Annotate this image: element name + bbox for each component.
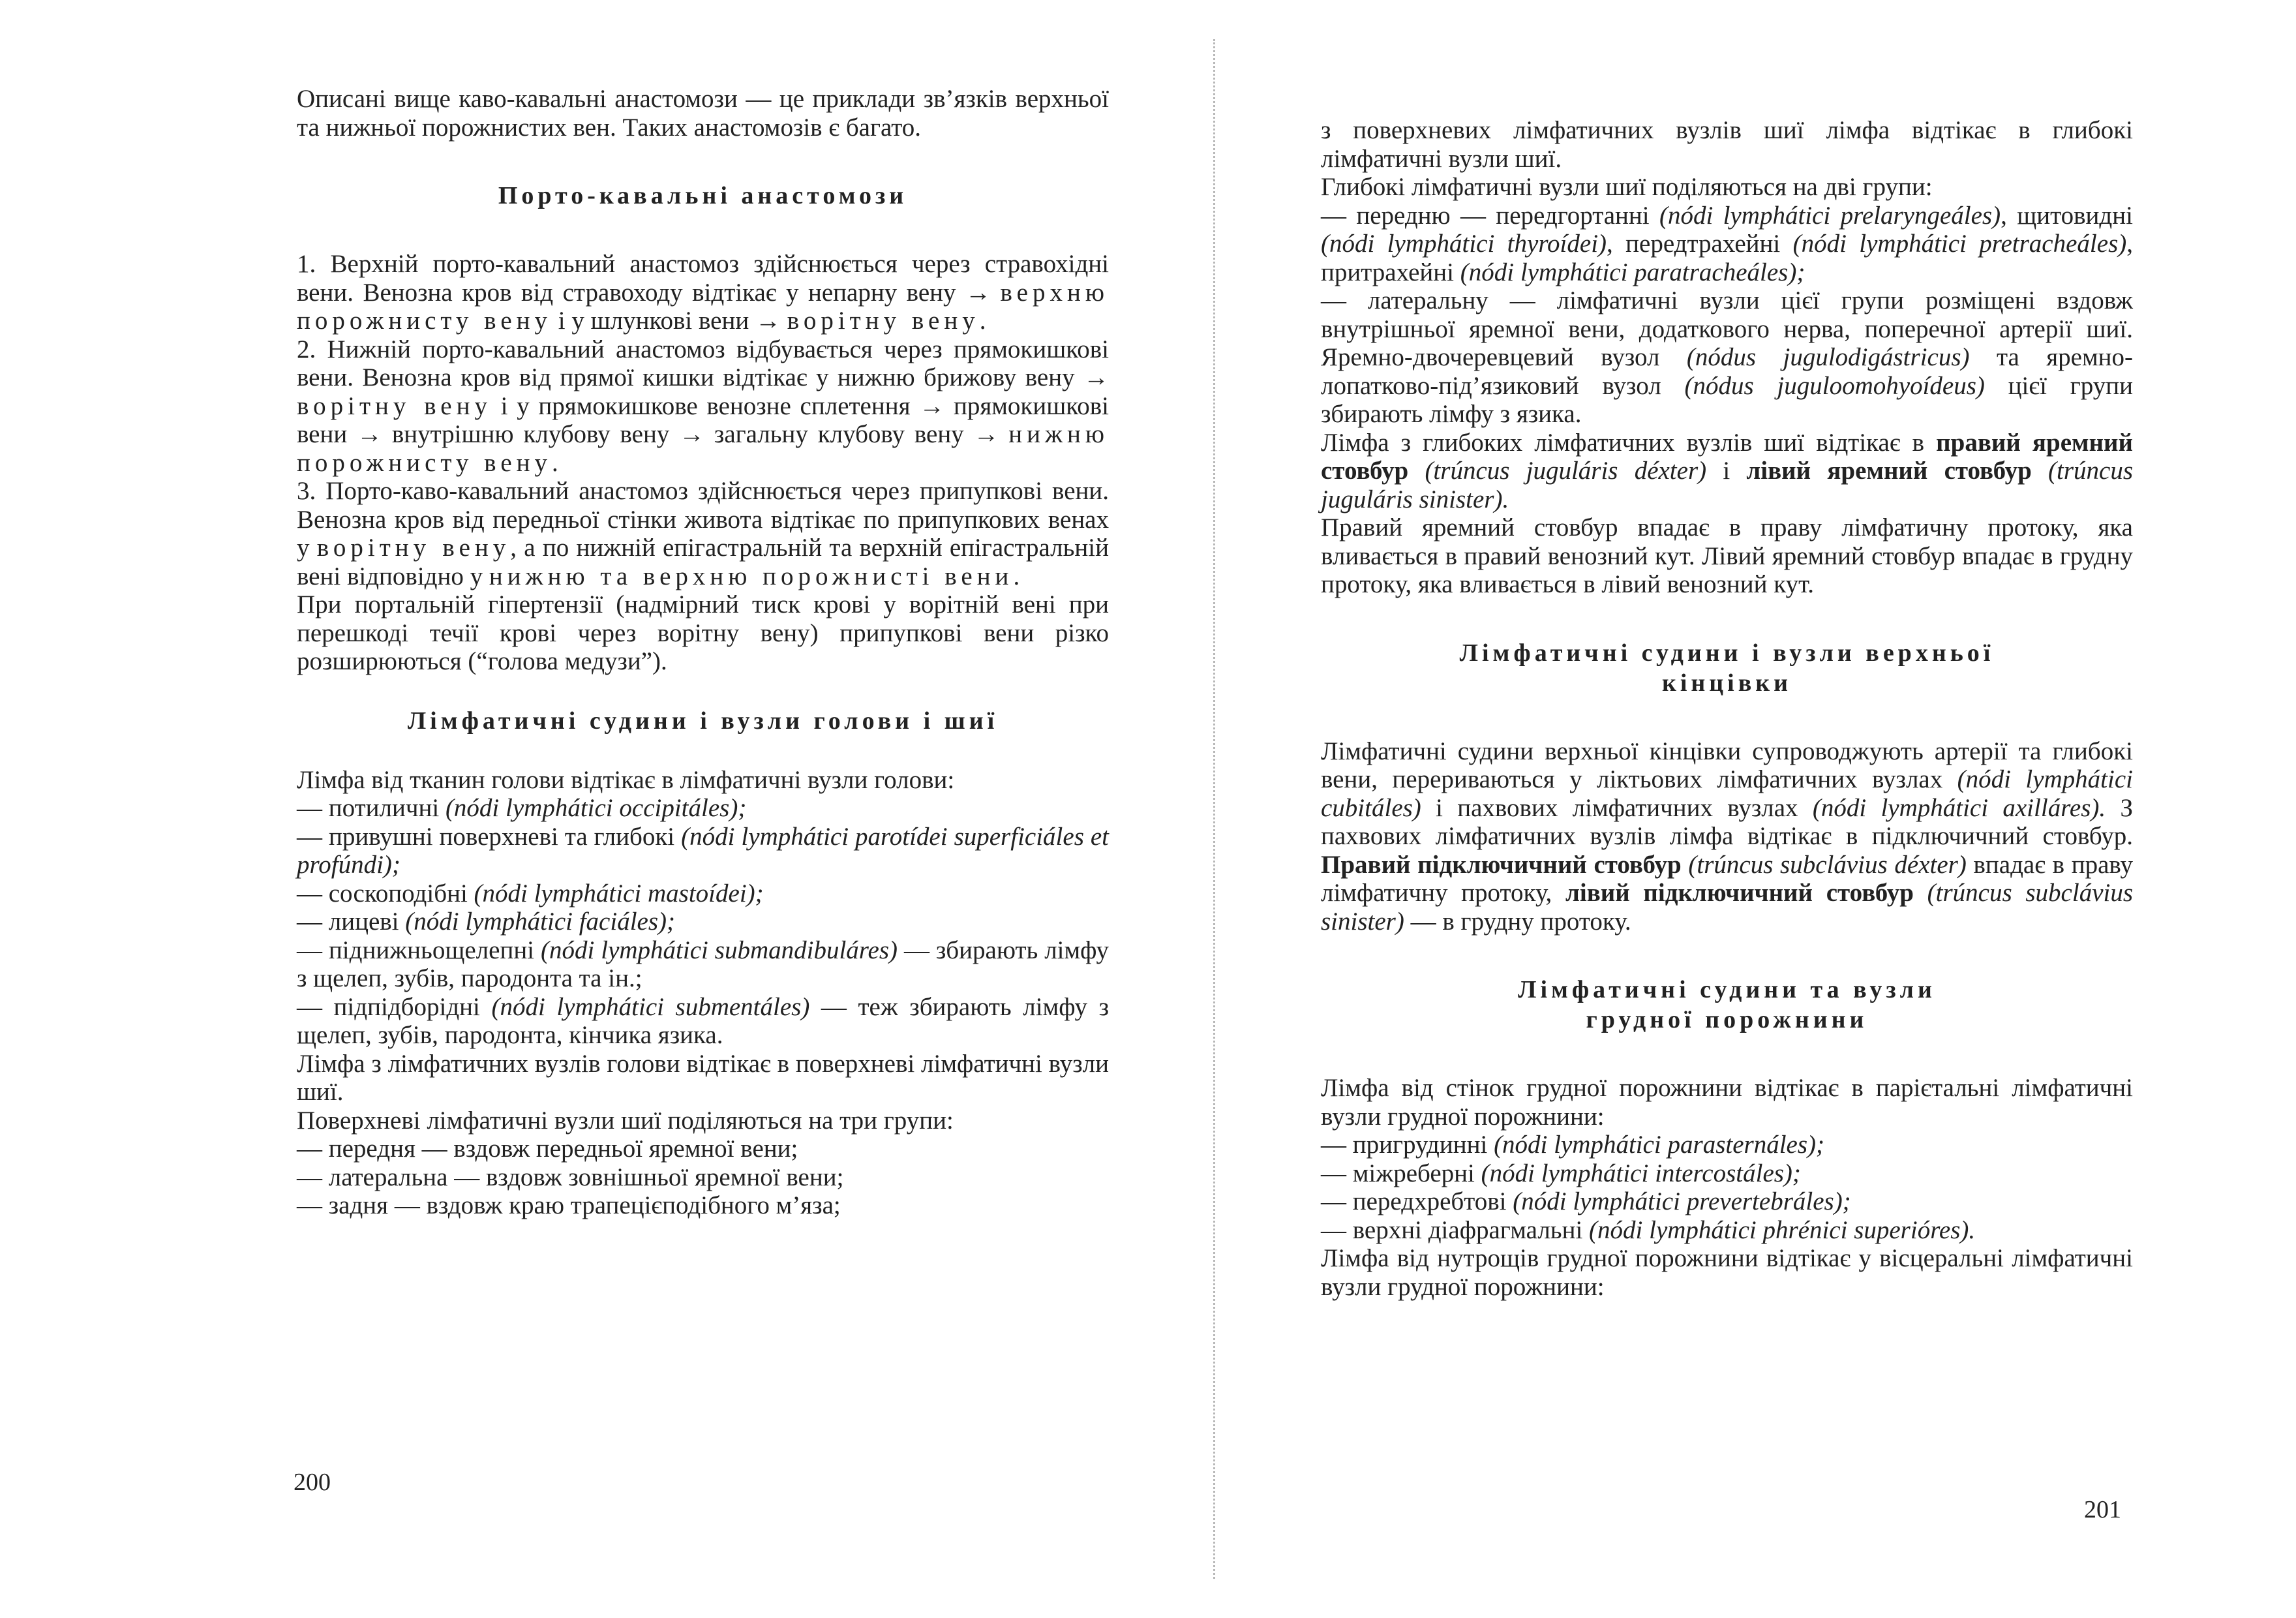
list-item: — підпідборідні (nódi lymphátici submentáles) — теж збирають лімфу з щелеп, зубів, пародонта, кінчика язика. [297,992,1109,1049]
paragraph-thoracic-walls: Лімфа від стінок грудної порожнини відтікає в парієтальні лімфатичні вузли грудної порожнини: [1321,1074,2133,1131]
heading-upper-limb-lymph: Лімфатичні судини і вузли верхньої кінцівки [1459,639,1995,697]
heading-porto-caval: Порто-кавальні анастомози [498,182,908,209]
paragraph-thoracic-viscera: Лімфа від нутрощів грудної порожнини відтікає у вісцеральні лімфатичні вузли грудної порожнини: [1321,1244,2133,1301]
list-item: — передню — передгортанні (nódi lymphátici prelaryngeáles), щитовидні (nódi lymphátici thyroídei), передтрахейні (nódi lymphátici pretracheáles), притрахейні (nódi lymphátici paratracheáles); [1321,201,2133,286]
paragraph-superficial-neck: Лімфа з лімфатичних вузлів голови відтікає в поверхневі лімфатичні вузли шиї. [297,1049,1109,1106]
heading-thoracic-lymph: Лімфатичні судини та вузли грудної порожнини [1518,976,1936,1033]
paragraph-upper-anastomosis: 1. Верхній порто-кавальний анастомоз здійснюється через стравохідні вени. Венозна кров від стравоходу відтікає у непарну вену → верхню порожнисту вену і у шлункові вени → ворітну вену. [297,250,1109,335]
paragraph-neck-groups: Поверхневі лімфатичні вузли шиї поділяються на три групи: [297,1106,954,1135]
list-item: — пригрудинні (nódi lymphátici parasternáles); [1321,1131,1824,1159]
list-item: — лицеві (nódi lymphátici faciáles); [297,908,675,936]
list-item: — задня — вздовж краю трапецієподібного м’яза; [297,1191,841,1219]
list-item: — верхні діафрагмальні (nódi lymphátici phrénici superióres). [1321,1215,1976,1244]
paragraph-head-lymph: Лімфа від тканин голови відтікає в лімфатичні вузли голови: [297,765,955,794]
list-item: — піднижньощелепні (nódi lymphátici submandibuláres) — збирають лімфу з щелеп, зубів, пародонта та ін.; [297,936,1109,992]
left-page [297,85,1109,1220]
list-item: — передня — вздовж передньої яремної вени; [297,1135,798,1163]
paragraph-porto-cavo-caval: 3. Порто-каво-кавальний анастомоз здійснюється через припупкові вени. Венозна кров від передньої стінки живота відтікає по припупкових венах у ворітну вену, а по нижній епігастральній та верхній епігастральній вені відповідно у нижню та верхню порожнисті вени. [297,477,1109,590]
page-number-left: 200 [294,1469,331,1496]
list-item: — передхребтові (nódi lymphátici prevertebráles); [1321,1187,1851,1215]
paragraph-portal-hypertension: При портальній гіпертензії (надмірний тиск крові у ворітній вені при перешкоді течії крові через ворітну вену) припупкові вени різко розширюються (“голова медузи”). [297,590,1109,675]
list-item: — соскоподібні (nódi lymphátici mastoídei); [297,879,764,908]
paragraph-continuation: з поверхневих лімфатичних вузлів шиї лімфа відтікає в глибокі лімфатичні вузли шиї. [1321,116,2133,173]
page-number-right: 201 [2084,1496,2121,1523]
heading-head-neck-lymph: Лімфатичні судини і вузли голови і шиї [407,707,999,735]
paragraph-jugular-drainage: Правий яремний стовбур впадає в праву лімфатичну протоку, яка вливається в правий венозний кут. Лівий яремний стовбур впадає в грудну протоку, яка вливається в лівий венозний кут. [1321,513,2133,598]
list-item: — міжреберні (nódi lymphátici intercostáles); [1321,1159,1801,1187]
list-item: — привушні поверхневі та глибокі (nódi lymphátici parotídei superficiáles et profúndi); [297,822,1109,879]
paragraph-deep-neck-groups: Глибокі лімфатичні вузли шиї поділяються на дві групи: [1321,173,1933,201]
paragraph-upper-limb: Лімфатичні судини верхньої кінцівки супроводжують артерії та глибокі вени, перериваються у ліктьових лімфатичних вузлах (nódi lymphátici cubitáles) і пахвових лімфатичних вузлах (nódi lymphátici axilláres). З пахвових лімфатичних вузлів лімфа відтікає в підключичний стовбур. Правий підключичний стовбур (trúncus subclávius déxter) впадає в праву лімфатичну протоку, лівий підключичний стовбур (trúncus subclávius sinister) — в грудну протоку. [1321,737,2134,936]
list-item: — потиличні (nódi lymphátici occipitáles); [297,794,747,822]
book-spine [1213,39,1215,1579]
right-page [1321,116,2133,1301]
intro-paragraph: Описані вище каво-кавальні анастомози — це приклади зв’язків верхньої та нижньої порожнистих вен. Таких анастомозів є багато. [297,85,1109,142]
paragraph-lower-anastomosis: 2. Нижній порто-кавальний анастомоз відбувається через прямокишкові вени. Венозна кров від прямої кишки відтікає у нижню брижову вену → ворітну вену і у прямокишкове венозне сплетення → прямокишкові вени → внутрішню клубову вену → загальну клубову вену → нижню порожнисту вену. [297,335,1109,477]
list-item: — латеральну — лімфатичні вузли цієї групи розміщені вздовж внутрішньої яремної вени, додаткового нерва, поперечної артерії шиї. Яремно-двочеревцевий вузол (nódus jugulodigástricus) та яремно-лопатково-під’язиковий вузол (nódus juguloomohyoídeus) цієї групи збирають лімфу з язика. [1321,286,2133,428]
list-item: — латеральна — вздовж зовнішньої яремної вени; [297,1163,844,1191]
paragraph-jugular-trunks: Лімфа з глибоких лімфатичних вузлів шиї відтікає в правий яремний стовбур (trúncus juguláris déxter) і лівий яремний стовбур (trúncus juguláris sinister). [1321,428,2134,513]
